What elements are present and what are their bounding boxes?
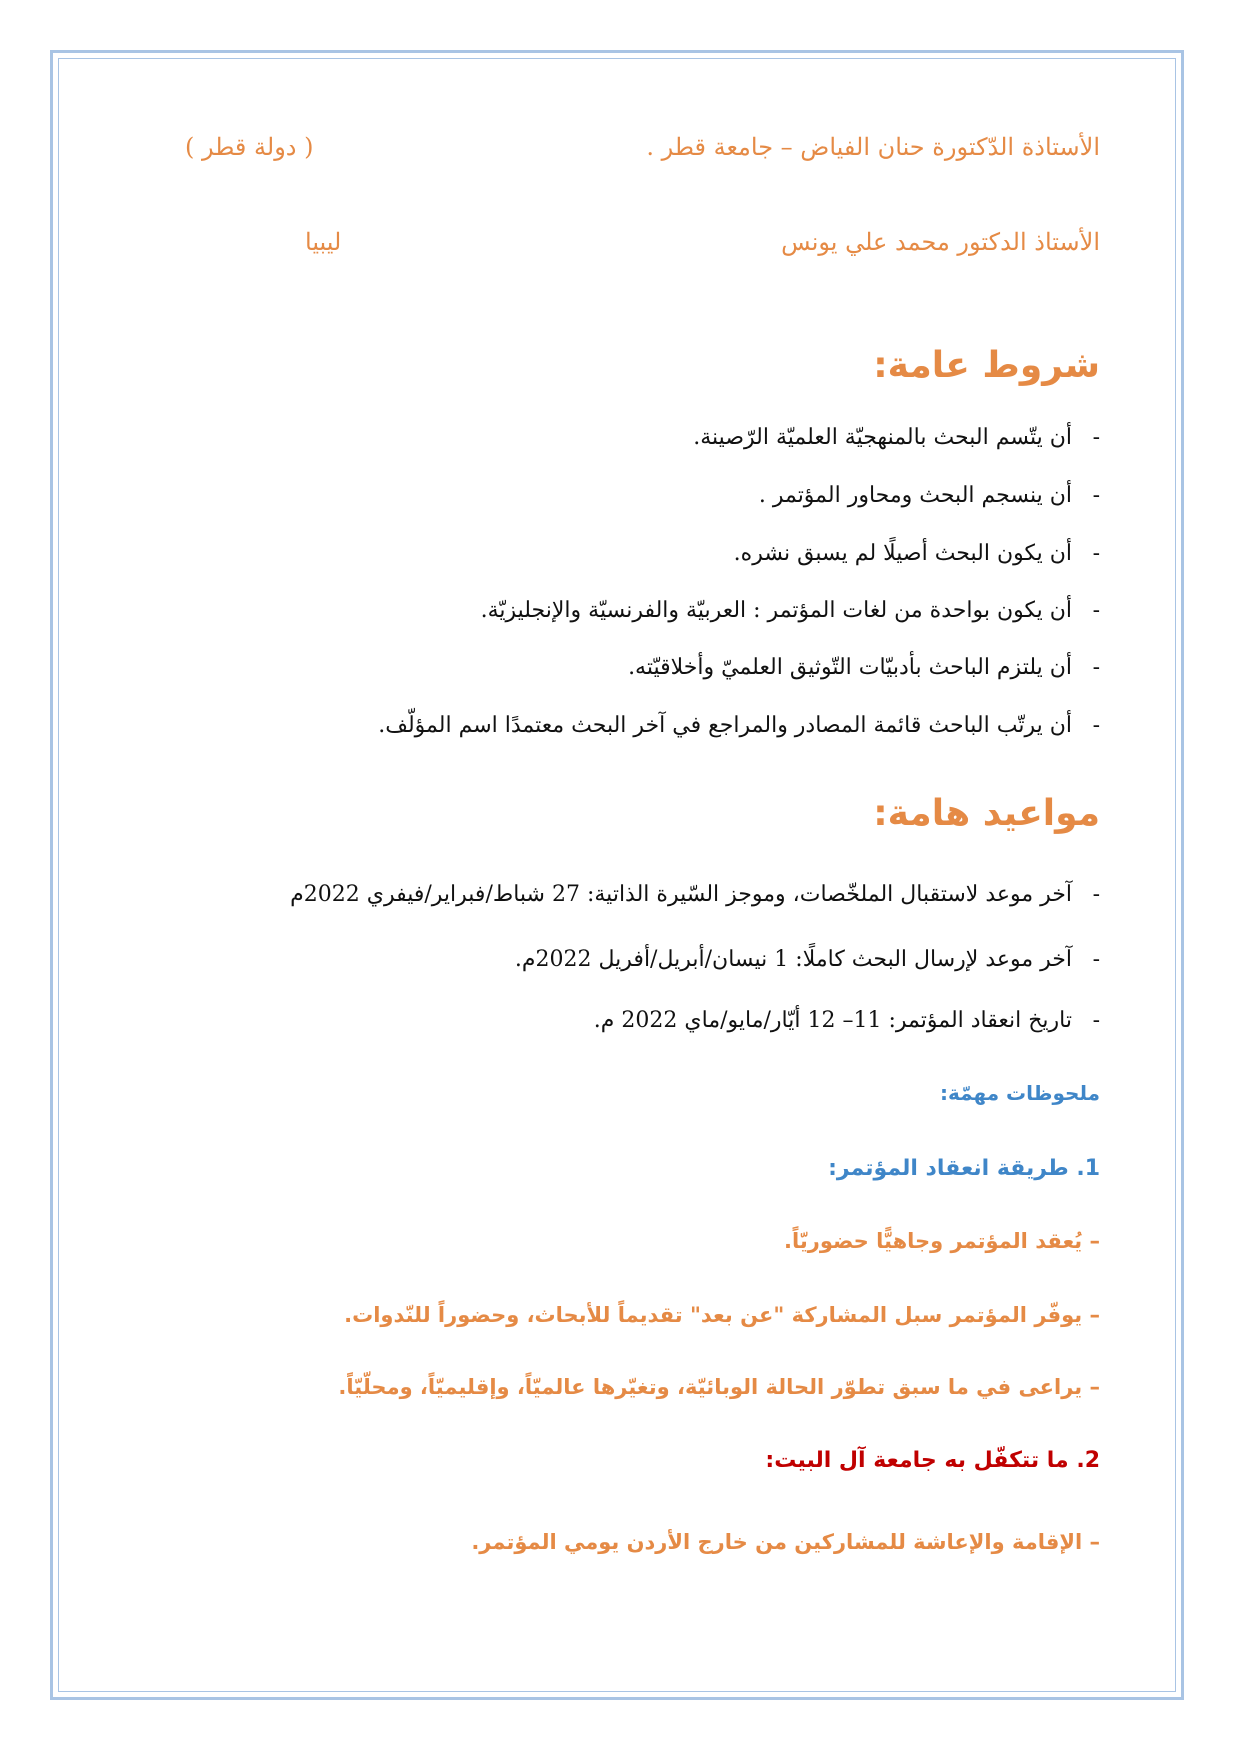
person-name: الأستاذ الدكتور محمد علي يونس	[781, 228, 1100, 256]
list-item: -أن يكون بواحدة من لغات المؤتمر : العربيّة والفرنسيّة والإنجليزيّة.	[480, 598, 1100, 623]
notes-section-1-title: 1. طريقة انعقاد المؤتمر:	[828, 1156, 1100, 1181]
person-name: الأستاذة الدّكتورة حنان الفياض – جامعة قطر .	[646, 133, 1100, 161]
note-item: – يراعى في ما سبق تطوّر الحالة الوبائيّة، وتغيّرها عالميّاً، وإقليميّاً، ومحلّيّاً.	[338, 1375, 1100, 1399]
list-item: -آخر موعد لاستقبال الملخّصات، وموجز السّيرة الذاتية: 27 شباط/فبراير/فيفري 2022م	[290, 882, 1100, 907]
person-country: ( دولة قطر )	[185, 133, 314, 161]
list-item: -تاريخ انعقاد المؤتمر: 11– 12 أيّار/مايو/ماي 2022 م.	[593, 1008, 1100, 1033]
list-item: -أن يلتزم الباحث بأدبيّات التّوثيق العلميّ وأخلاقيّته.	[628, 655, 1100, 680]
notes-section-2-title: 2. ما تتكفّل به جامعة آل البيت:	[765, 1448, 1100, 1473]
list-item: -أن يرتّب الباحث قائمة المصادر والمراجع في آخر البحث معتمدًا اسم المؤلّف.	[378, 713, 1100, 738]
note-item: – الإقامة والإعاشة للمشاركين من خارج الأردن يومي المؤتمر.	[471, 1530, 1100, 1554]
list-item: -أن ينسجم البحث ومحاور المؤتمر .	[758, 483, 1100, 508]
list-item: -آخر موعد لإرسال البحث كاملًا: 1 نيسان/أبريل/أفريل 2022م.	[514, 947, 1100, 972]
note-item: – يُعقد المؤتمر وجاهيًّا حضوريّاً.	[783, 1229, 1100, 1253]
notes-heading: ملحوظات مهمّة:	[939, 1081, 1100, 1105]
important-dates-heading: مواعيد هامة:	[873, 793, 1100, 834]
document-page	[130, 0, 1100, 1754]
note-item: – يوفّر المؤتمر سبل المشاركة "عن بعد" تقديماً للأبحاث، وحضوراً للنّدوات.	[344, 1303, 1100, 1327]
list-item: -أن يكون البحث أصيلًا لم يسبق نشره.	[733, 541, 1100, 566]
list-item: -أن يتّسم البحث بالمنهجيّة العلميّة الرّصينة.	[693, 425, 1100, 450]
general-conditions-heading: شروط عامة:	[873, 345, 1100, 386]
person-country: ليبيا	[305, 228, 342, 256]
